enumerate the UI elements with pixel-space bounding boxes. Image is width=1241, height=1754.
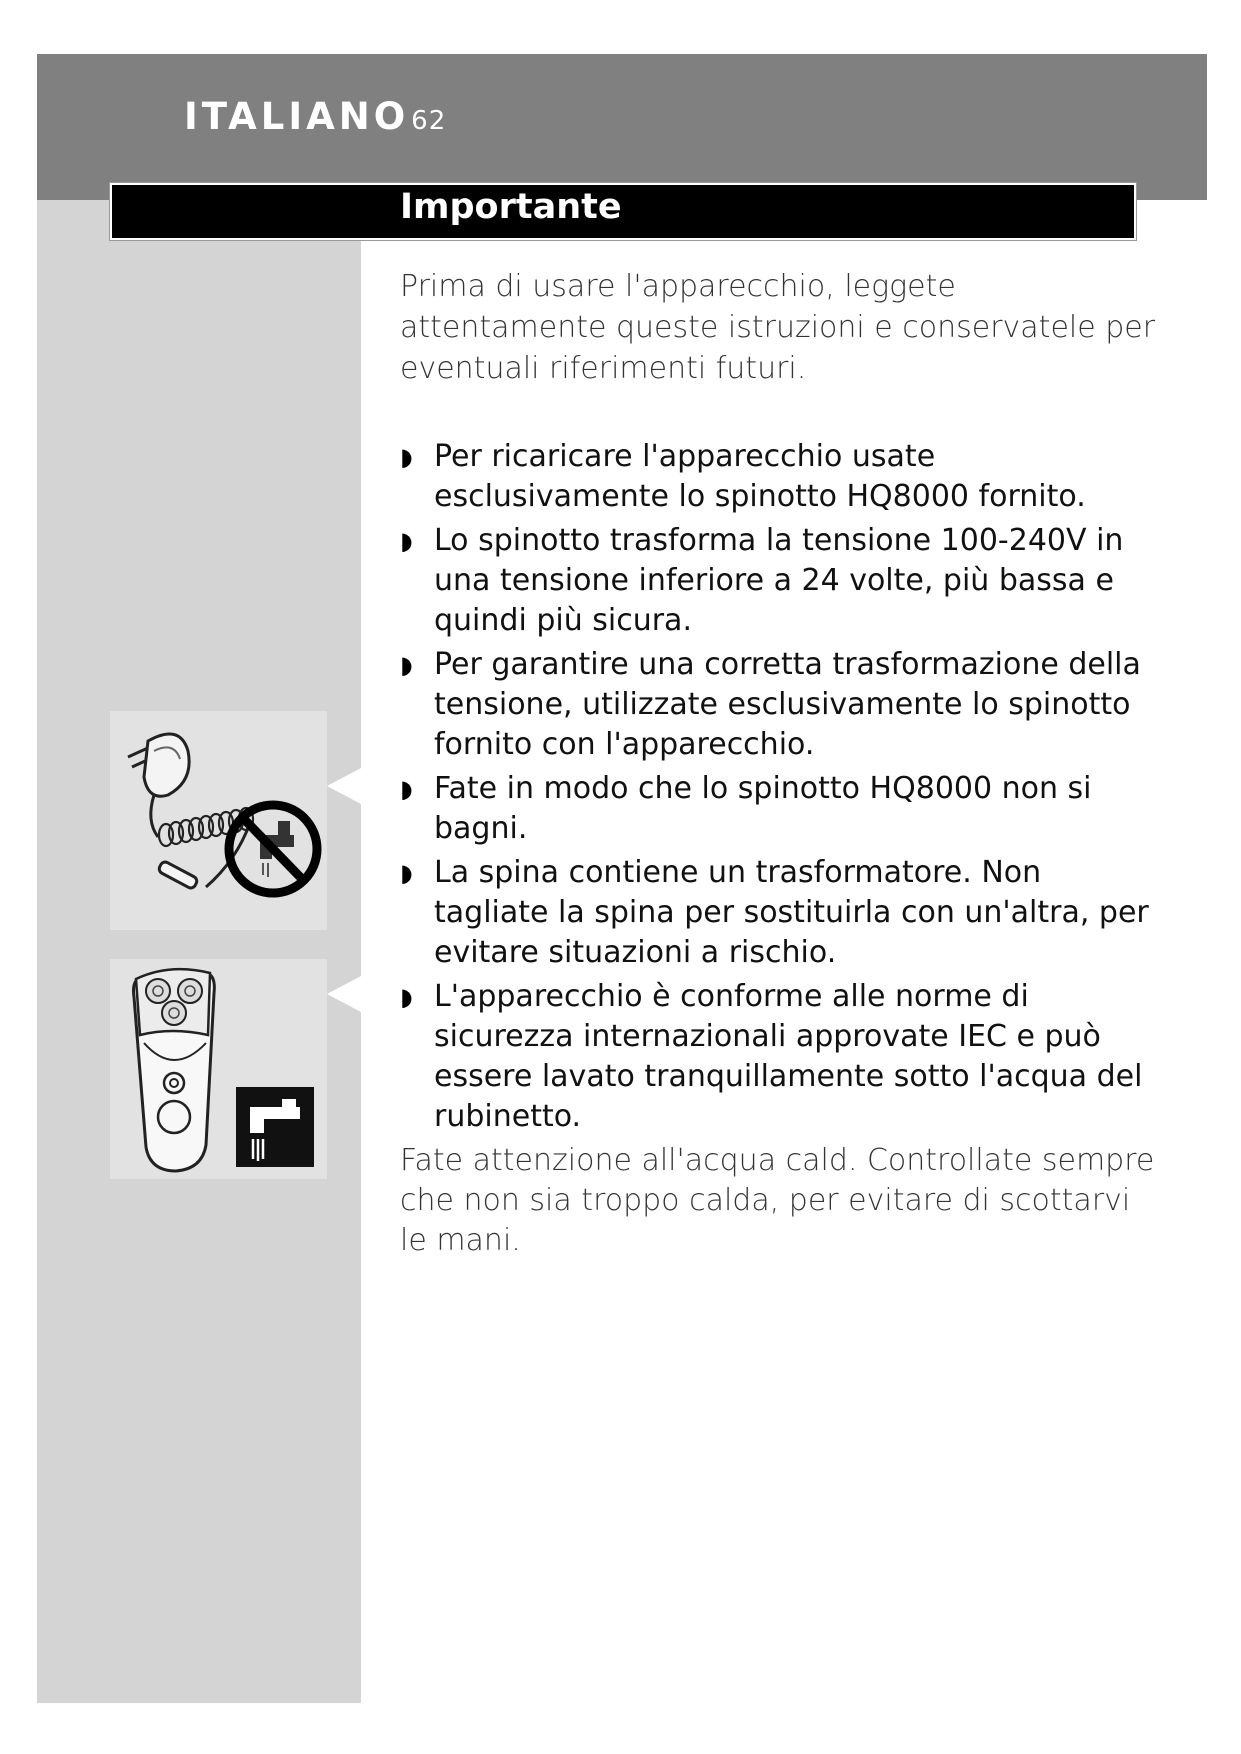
sidebar-band	[37, 200, 361, 1703]
bullet-text: Lo spinotto trasforma la tensione 100-240V in una tensione inferiore a 24 volte, più bassa e quindi più sicura.	[434, 523, 1124, 638]
bullet-item	[400, 769, 1160, 849]
adapter-illustration	[110, 711, 327, 930]
section-title: Importante	[400, 187, 622, 227]
section-title-bar	[110, 183, 1136, 240]
bullet-text: Per ricaricare l'apparecchio usate esclusivamente lo spinotto HQ8000 fornito.	[434, 439, 1086, 514]
bullet-marker-icon: ◗	[400, 651, 413, 679]
adapter-no-water-icon	[110, 711, 327, 930]
page-number: 62	[411, 106, 447, 136]
illustration-pointer	[327, 768, 361, 804]
content-column	[400, 266, 1160, 1261]
bullet-marker-icon: ◗	[400, 443, 413, 471]
bullet-text: Per garantire una corretta trasformazione della tensione, utilizzate esclusivamente lo spinotto fornito con l'apparecchio.	[434, 647, 1141, 762]
warning-note: Fate attenzione all'acqua cald. Controllate sempre che non sia troppo calda, per evitare di scottarvi le mani.	[400, 1143, 1155, 1258]
bullet-text: La spina contiene un trasformatore. Non tagliate la spina per sostituirla con un'altra, per evitare situazioni a rischio.	[434, 855, 1149, 970]
bullet-item	[400, 521, 1160, 641]
intro-paragraph: Prima di usare l'apparecchio, leggete attentamente queste istruzioni e conservatele per eventuali riferimenti futuri.	[400, 269, 1156, 386]
bullet-marker-icon: ◗	[400, 775, 413, 803]
bullet-item	[400, 853, 1160, 973]
bullet-text: Fate in modo che lo spinotto HQ8000 non si bagni.	[434, 771, 1092, 846]
page-header	[184, 95, 447, 138]
bullet-item	[400, 645, 1160, 765]
bullet-item	[400, 977, 1160, 1137]
bullet-text: L'apparecchio è conforme alle norme di sicurezza internazionali approvate IEC e può essere lavato tranquillamente sotto l'acqua del rubinetto.	[434, 979, 1143, 1134]
bullet-item	[400, 437, 1160, 517]
bullet-marker-icon: ◗	[400, 983, 413, 1011]
shaver-illustration	[110, 959, 327, 1179]
bullet-marker-icon: ◗	[400, 859, 413, 887]
language-title: ITALIANO	[184, 95, 410, 138]
shaver-tap-water-icon	[110, 959, 327, 1179]
illustration-pointer	[327, 976, 361, 1012]
bullet-marker-icon: ◗	[400, 527, 413, 555]
